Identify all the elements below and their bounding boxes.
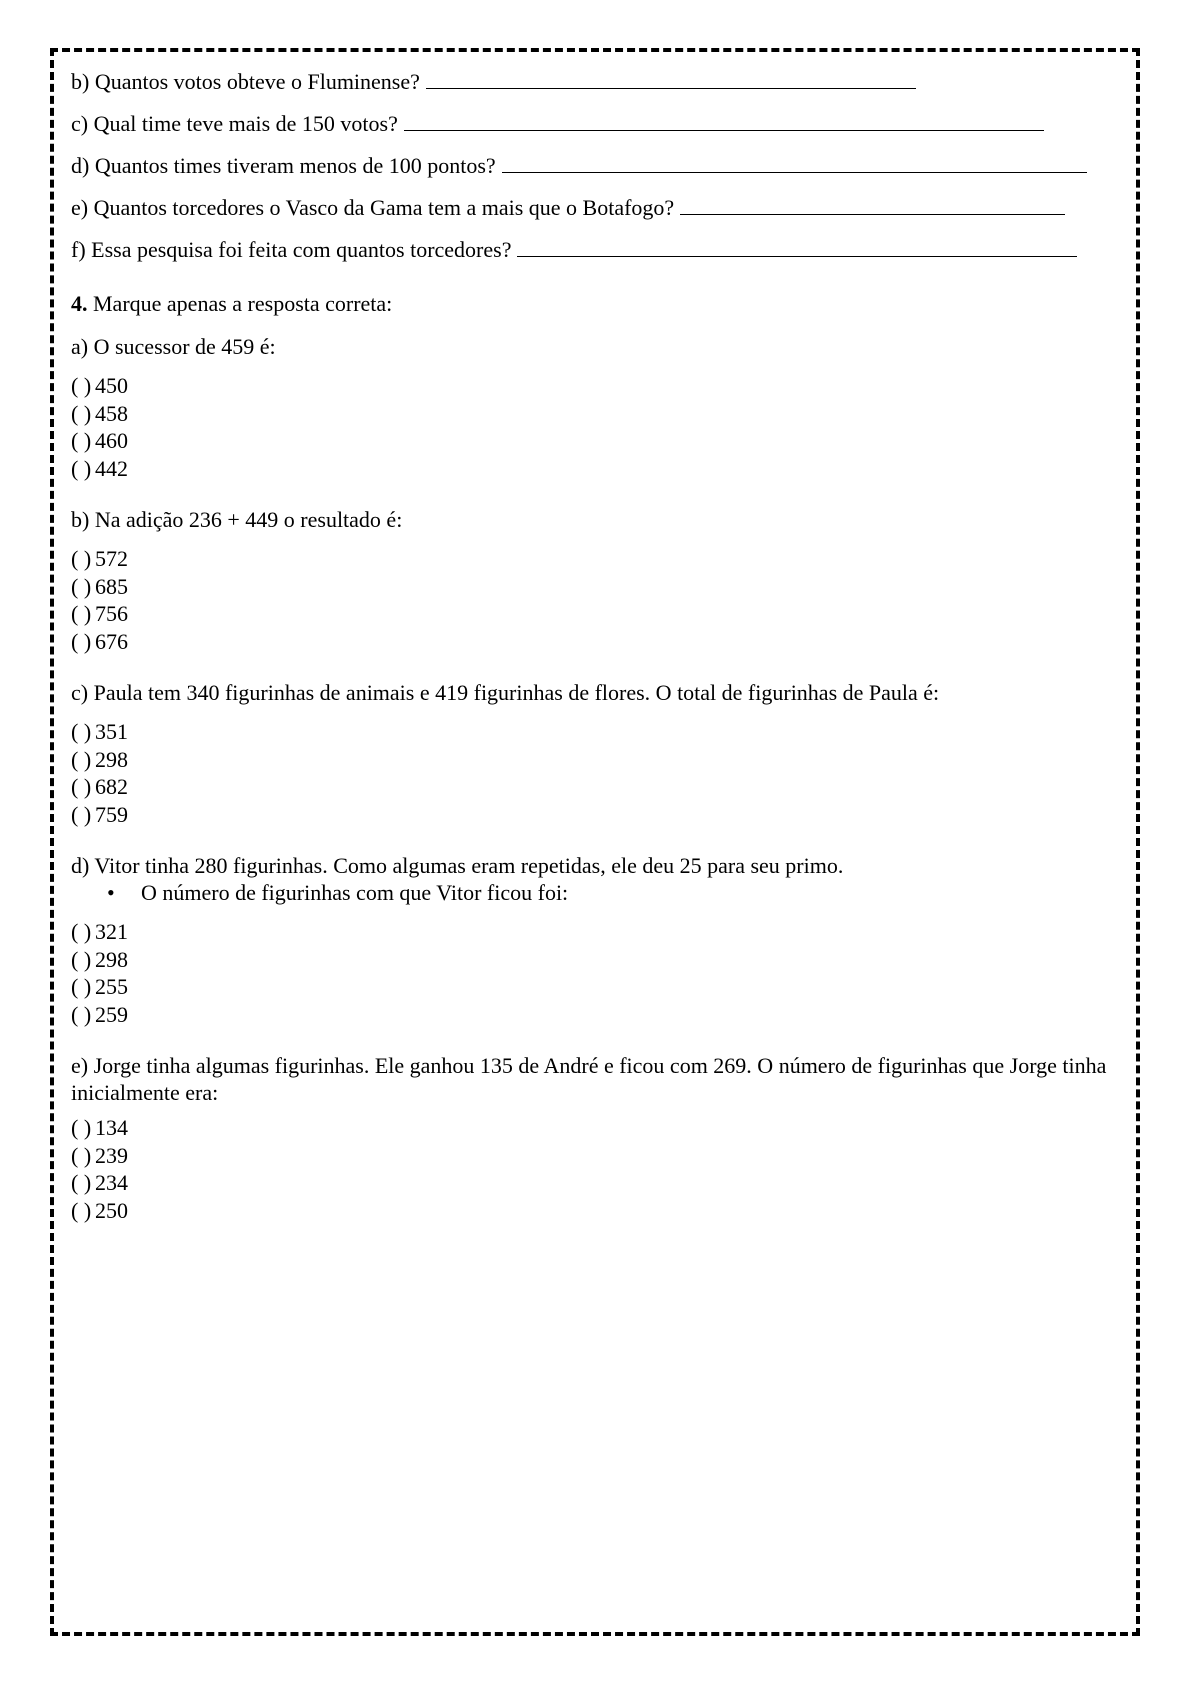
checkbox-parens[interactable]: ( ) — [71, 546, 92, 571]
checkbox-parens[interactable]: ( ) — [71, 1115, 92, 1140]
checkbox-parens[interactable]: ( ) — [71, 919, 92, 944]
option-value: 756 — [95, 601, 128, 626]
option-item[interactable] — [71, 372, 1126, 400]
open-question-f — [71, 236, 1126, 278]
checkbox-parens[interactable]: ( ) — [71, 946, 92, 972]
checkbox-parens[interactable]: ( ) — [71, 400, 92, 426]
checkbox-parens[interactable]: ( ) — [71, 801, 92, 827]
option-value: 685 — [95, 573, 128, 599]
option-value: 250 — [95, 1197, 128, 1223]
option-value: 351 — [95, 719, 128, 744]
bullet-item — [71, 879, 1126, 906]
section-instruction: Marque apenas a resposta correta: — [93, 291, 393, 316]
option-value: 682 — [95, 774, 128, 799]
option-item[interactable] — [71, 1197, 1126, 1225]
option-value: 321 — [95, 919, 128, 944]
option-value: 676 — [95, 628, 128, 654]
answer-line[interactable] — [517, 236, 1077, 257]
open-question-e — [71, 194, 1126, 236]
checkbox-parens[interactable]: ( ) — [71, 455, 92, 481]
section-heading — [71, 290, 1126, 317]
mc-question-a: a) O sucessor de 459 é: — [71, 334, 276, 359]
option-item[interactable] — [71, 801, 1126, 829]
question-text: b) Quantos votos obteve o Fluminense? — [71, 69, 420, 94]
question-text: d) Quantos times tiveram menos de 100 pontos? — [71, 153, 496, 178]
open-question-c — [71, 110, 1126, 152]
options-d — [71, 918, 1126, 1028]
option-value: 298 — [95, 946, 128, 972]
option-item[interactable] — [71, 427, 1126, 455]
option-value: 450 — [95, 373, 128, 398]
option-value: 234 — [95, 1170, 128, 1195]
option-value: 458 — [95, 400, 128, 426]
bullet-icon: • — [107, 880, 115, 905]
option-item[interactable] — [71, 573, 1126, 601]
checkbox-parens[interactable]: ( ) — [71, 573, 92, 599]
options-a — [71, 372, 1126, 482]
checkbox-parens[interactable]: ( ) — [71, 373, 92, 398]
option-item[interactable] — [71, 918, 1126, 946]
option-item[interactable] — [71, 545, 1126, 573]
question-text: f) Essa pesquisa foi feita com quantos torcedores? — [71, 237, 512, 262]
option-value: 460 — [95, 428, 128, 453]
section-number: 4. — [71, 291, 88, 316]
option-item[interactable] — [71, 773, 1126, 801]
mc-question-b: b) Na adição 236 + 449 o resultado é: — [71, 507, 403, 532]
options-c — [71, 718, 1126, 828]
checkbox-parens[interactable]: ( ) — [71, 719, 92, 744]
option-item[interactable] — [71, 455, 1126, 483]
worksheet-content — [71, 68, 1126, 1248]
option-value: 759 — [95, 801, 128, 827]
option-item[interactable] — [71, 400, 1126, 428]
checkbox-parens[interactable]: ( ) — [71, 428, 92, 453]
option-value: 134 — [95, 1115, 128, 1140]
mc-question-d: d) Vitor tinha 280 figurinhas. Como algumas eram repetidas, ele deu 25 para seu primo. — [71, 853, 844, 878]
option-value: 255 — [95, 974, 128, 999]
option-item[interactable] — [71, 973, 1126, 1001]
answer-line[interactable] — [502, 152, 1087, 173]
option-item[interactable] — [71, 1001, 1126, 1029]
checkbox-parens[interactable]: ( ) — [71, 1197, 92, 1223]
option-value: 572 — [95, 546, 128, 571]
bullet-text: O número de figurinhas com que Vitor ficou foi: — [141, 880, 569, 905]
option-item[interactable] — [71, 600, 1126, 628]
options-e — [71, 1114, 1126, 1224]
option-value: 442 — [95, 455, 128, 481]
checkbox-parens[interactable]: ( ) — [71, 974, 92, 999]
checkbox-parens[interactable]: ( ) — [71, 1001, 92, 1027]
checkbox-parens[interactable]: ( ) — [71, 1170, 92, 1195]
open-question-d — [71, 152, 1126, 194]
checkbox-parens[interactable]: ( ) — [71, 1142, 92, 1168]
option-item[interactable] — [71, 746, 1126, 774]
option-item[interactable] — [71, 946, 1126, 974]
answer-line[interactable] — [404, 110, 1044, 131]
answer-line[interactable] — [680, 194, 1065, 215]
mc-question-e: e) Jorge tinha algumas figurinhas. Ele ganhou 135 de André e ficou com 269. O número de figurinhas que Jorge tinha inicialmente era: — [71, 1053, 1107, 1105]
option-item[interactable] — [71, 1114, 1126, 1142]
checkbox-parens[interactable]: ( ) — [71, 774, 92, 799]
option-item[interactable] — [71, 718, 1126, 746]
checkbox-parens[interactable]: ( ) — [71, 628, 92, 654]
question-text: e) Quantos torcedores o Vasco da Gama tem a mais que o Botafogo? — [71, 195, 675, 220]
option-item[interactable] — [71, 1169, 1126, 1197]
option-value: 239 — [95, 1142, 128, 1168]
option-item[interactable] — [71, 1142, 1126, 1170]
mc-question-c: c) Paula tem 340 figurinhas de animais e 419 figurinhas de flores. O total de figurinhas de Paula é: — [71, 680, 940, 705]
open-question-b — [71, 68, 1126, 110]
options-b — [71, 545, 1126, 655]
option-value: 298 — [95, 746, 128, 772]
option-item[interactable] — [71, 628, 1126, 656]
answer-line[interactable] — [426, 68, 916, 89]
checkbox-parens[interactable]: ( ) — [71, 601, 92, 626]
checkbox-parens[interactable]: ( ) — [71, 746, 92, 772]
option-value: 259 — [95, 1001, 128, 1027]
question-text: c) Qual time teve mais de 150 votos? — [71, 111, 398, 136]
